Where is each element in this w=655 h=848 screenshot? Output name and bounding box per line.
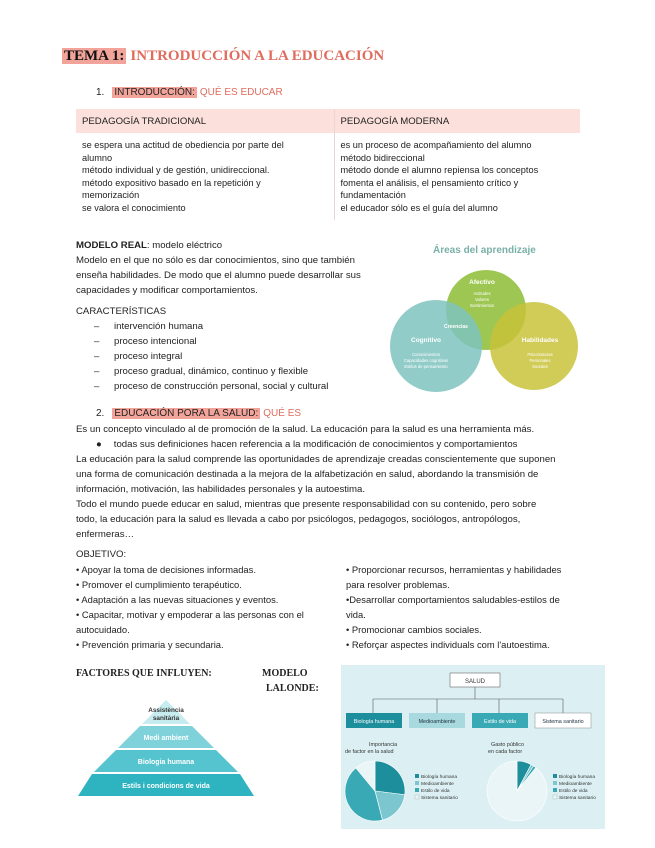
lalonde-pyramid [76,698,256,798]
section1-label: INTRODUCCIÓN: [114,87,195,98]
objetivo-title: OBJETIVO: [76,549,127,560]
legend-swatch [415,774,419,778]
list-item: • Apoyar la toma de decisiones informadas. [76,564,256,575]
legend-label: Medioambiente [559,782,592,787]
pie-slice [487,761,547,821]
traditional-line: método individual y de gestión, unidireccional. [82,165,270,175]
list-item: vida. [346,609,366,620]
s2-line: una forma de comunicación destinada a la mejora de la alfabetización en salud, abordando la transmisión de [76,469,539,480]
pyramid-label-2: Medi ambient [143,735,189,742]
pyramid-label-1b: sanitària [152,715,180,722]
modern-line: fomenta el análisis, el pensamiento crítico y [340,177,519,188]
venn-label-afectivo: Afectivo [469,279,495,286]
legend-label: Sistema sanitario [421,796,458,801]
legend-swatch [553,781,557,785]
venn-label-habilidades: Habilidades [521,337,559,344]
modelo-line: Modelo en el que no sólo es dar conocimientos, sino que también [76,255,355,266]
pie2-title: Gasto público [491,742,524,748]
pie1-title: de factor en la salud [345,749,394,755]
modelo-real-bold: MODELO REAL [76,240,147,251]
list-item: • Proporcionar recursos, herramientas y habilidades [346,564,562,575]
lalonde-box-label: Estilo de vida [483,719,517,725]
traditional-line: método expositivo basado en la repetición y [82,177,261,188]
factores-title: FACTORES QUE INFLUYEN: [76,668,212,679]
pie-slice [375,761,405,795]
list-item: • Adaptación a las nuevas situaciones y eventos. [76,594,279,605]
s2-bullet: ● todas sus definiciones hacen referencia a la modificación de conocimientos y comportamientos [96,439,518,450]
list-item: •Desarrollar comportamientos saludables-estilos de [346,594,560,605]
legend-swatch [553,788,557,792]
venn-label-cognitivo: Cognitivo [411,337,441,344]
table-cell-modern [334,133,580,220]
list-item: • Capacitar, motivar y empoderar a las personas con el [76,609,304,620]
traditional-line: se valora el conocimiento [82,202,186,213]
modern-line: es un proceso de acompañamiento del alumno [340,140,532,150]
legend-label: Estilo de vida [559,789,588,794]
traditional-line: se espera una actitud de obediencia por parte del [82,140,284,150]
objetivo-left-list [76,562,304,652]
legend-label: Medioambiente [421,782,454,787]
traditional-line: alumno [82,152,113,163]
s2-line: La educación para la salud comprende las oportunidades de aprendizaje creadas conscientemente que suponen [76,454,556,465]
table-header-modern: PEDAGOGÍA MODERNA [334,109,580,133]
title-label: TEMA 1: [64,48,125,64]
list-item: para resolver problemas. [346,579,450,590]
legend-label: Biología humana [421,775,458,780]
lalonde-root-label: SALUD [464,679,486,685]
modern-line: el educador sólo es el guía del alumno [340,202,498,213]
section1-num: 1. [96,87,105,98]
modelo-line: enseña habilidades. De modo que el alumno puede desarrollar sus [76,270,361,281]
pie2-legend [553,774,596,801]
list-item: • Promocionar cambios sociales. [346,624,482,635]
modelo-line: capacidades y modificar comportamientos. [76,285,258,296]
traditional-line: memorización [82,190,140,200]
pyramid-label-1a: Assistència [148,707,184,714]
list-item: • Reforçar aspectes individuals com l'autoestima. [346,639,550,650]
modern-line: método donde el alumno repiensa los conceptos [340,165,539,175]
s2-bullet-text: todas sus definiciones hacen referencia a la modificación de conocimientos y comportamientos [113,439,518,450]
list-item: – proceso intencional [76,334,328,349]
modern-line: fundamentación [340,190,406,200]
list-item: autocuidado. [76,624,130,635]
list-item: – proceso de construcción personal, social y cultural [76,379,328,394]
venn-center-label: Creencias [444,324,468,330]
table-header-traditional: PEDAGOGÍA TRADICIONAL [76,109,334,133]
s2-line: todo, la educación para la salud es llevada a cabo por psicólogos, pedagogos, sociólogos, antropólogos, [76,514,521,525]
pie1-title: Importancia [369,742,398,748]
legend-swatch [415,795,419,799]
legend-label: Biología humana [559,775,596,780]
venn-sub-habilidades: Psicomotoras [527,352,553,357]
venn-sub-afectivo: Actitudes [473,291,491,296]
caracteristicas-list [76,319,328,394]
s2-line: información, motivación, las habilidades personales y la autoestima. [76,484,366,495]
venn-circle-habilidades [490,302,578,390]
venn-sub-habilidades: Sociales [532,364,548,369]
title-text: INTRODUCCIÓN A LA EDUCACIÓN [130,48,385,64]
s2-line: Es un concepto vinculado al de promoción de la salud. La educación para la salud es una herramienta más. [76,424,535,435]
modelo-real-rest: : modelo eléctrico [146,240,223,251]
venn-diagram [386,262,586,397]
venn-sub-cognitivo: Capacidades cognitivas [403,358,449,363]
section2-sub: QUÉ ES [263,408,302,419]
objetivo-right-list [346,562,561,652]
modelo-real-block [76,238,396,298]
modelo-lalonde-2: LALONDE: [266,683,319,694]
modern-line: método bidireccional [340,152,425,163]
venn-title: Áreas del aprendizaje [433,245,536,256]
venn-sub-cognitivo: Estilos de pensamiento [404,364,448,369]
pie2-title: en cada factor [488,749,523,755]
venn-sub-cognitivo: Conocimientos [412,352,440,357]
s2-line: enfermeras… [76,529,135,540]
legend-swatch [553,795,557,799]
venn-sub-habilidades: Personales [529,358,551,363]
lalonde-box-label: Medioambiente [418,719,456,725]
section2-body [76,422,596,542]
lalonde-svg [341,665,605,829]
caracteristicas-title: CARACTERÍSTICAS [76,306,167,317]
pyramid-label-4: Estils i condicions de vida [122,783,210,790]
legend-label: Estilo de vida [421,789,450,794]
legend-swatch [553,774,557,778]
s2-line: Todo el mundo puede educar en salud, mientras que presente responsabilidad con su contenido, pero sobre [76,499,537,510]
pedagogy-table [76,109,580,220]
lalonde-box-label: Sistema sanitario [542,719,584,725]
legend-label: Sistema sanitario [559,796,596,801]
section2-heading [96,408,301,419]
table-cell-traditional [76,133,334,220]
list-item: – proceso integral [76,349,328,364]
legend-swatch [415,781,419,785]
section1-sub: QUÉ ES EDUCAR [199,87,283,98]
venn-sub-afectivo: Valores [475,297,489,302]
section2-label: EDUCACIÓN PORA LA SALUD: [114,408,259,419]
lalonde-diagram [341,665,605,829]
section1-heading [96,87,283,98]
list-item: • Prevención primaria y secundaria. [76,639,224,650]
list-item: • Promover el cumplimiento terapéutico. [76,579,242,590]
legend-swatch [415,788,419,792]
pyramid-label-3: Biologia humana [137,759,195,766]
pie2 [487,761,547,821]
section2-num: 2. [96,408,105,419]
list-item: – intervención humana [76,319,328,334]
modelo-lalonde-1: MODELO [262,668,308,679]
page-title [62,48,384,65]
venn-sub-afectivo: Sentimientos [469,303,495,308]
venn-circle-cognitivo [390,300,482,392]
list-item: – proceso gradual, dinámico, continuo y flexible [76,364,328,379]
pie1-legend [415,774,458,801]
pie1 [345,761,405,821]
lalonde-box-label: Biología humana [353,719,395,725]
